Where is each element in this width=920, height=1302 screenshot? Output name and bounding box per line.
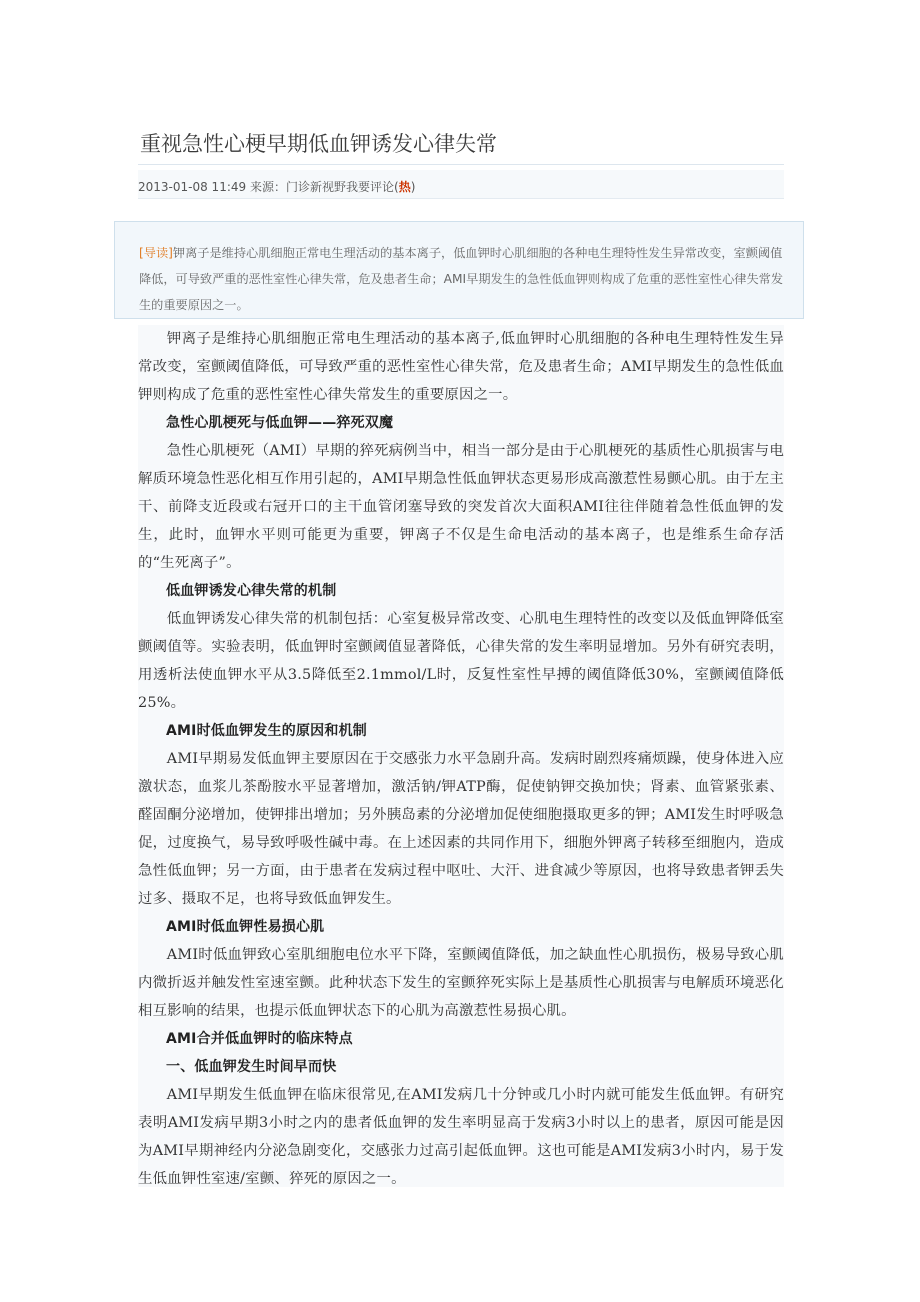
article-paragraph: AMI时低血钾致心室肌细胞电位水平下降，室颤阈值降低，加之缺血性心肌损伤，极易导致心肌内微折返并触发性室速室颤。此种状态下发生的室颤猝死实际上是基质性心肌损害与电解质环境恶化相互影响的结果，也提示低血钾状态下的心肌为高激惹性易损心肌。 <box>138 947 784 1019</box>
section-heading: 一、低血钾发生时间早而快 <box>166 1059 337 1075</box>
article-paragraph: 急性心肌梗死（AMI）早期的猝死病例当中，相当一部分是由于心肌梗死的基质性心肌损害与电解质环境急性恶化相互作用引起的，AMI早期急性低血钾状态更易形成高激惹性易颤心肌。由于左主干、前降支近段或右冠开口的主干血管闭塞导致的突发首次大面积AMI往往伴随着急性低血钾的发生，此时，血钾水平则可能更为重要，钾离子不仅是生命电活动的基本离子，也是维系生命存活的“生死离子”。 <box>138 443 784 571</box>
hot-open: ( <box>394 180 399 194</box>
section-heading: 低血钾诱发心律失常的机制 <box>166 583 337 599</box>
article-paragraph: 钾离子是维持心肌细胞正常电生理活动的基本离子,低血钾时心肌细胞的各种电生理特性发生异常改变，室颤阈值降低，可导致严重的恶性室性心律失常，危及患者生命；AMI早期发生的急性低血钾则构成了危重的恶性室性心律失常发生的重要原因之一。 <box>138 331 784 403</box>
comment-link[interactable]: 我要评论 <box>345 180 394 194</box>
lead-tag: [导读] <box>139 246 173 260</box>
article-meta <box>138 170 784 199</box>
source-label: 来源：门诊新视野 <box>249 180 346 194</box>
lead-summary <box>139 240 789 318</box>
hot-close: ) <box>410 180 416 194</box>
lead-text: 钾离子是维持心肌细胞正常电生理活动的基本离子，低血钾时心肌细胞的各种电生理特性发生异常改变，室颤阈值降低，可导致严重的恶性室性心律失常，危及患者生命；AMI早期发生的急性低血钾则构成了危重的恶性室性心律失常发生的重要原因之一。 <box>139 246 784 312</box>
hot-badge[interactable]: 热 <box>398 180 411 194</box>
section-heading: AMI合并低血钾时的临床特点 <box>166 1031 353 1047</box>
section-heading: AMI时低血钾性易损心肌 <box>166 919 325 935</box>
section-heading: 急性心肌梗死与低血钾——猝死双魔 <box>166 415 394 431</box>
article-paragraph: 低血钾诱发心律失常的机制包括：心室复极异常改变、心肌电生理特性的改变以及低血钾降低室颤阈值等。实验表明，低血钾时室颤阈值显著降低，心律失常的发生率明显增加。另外有研究表明，用透析法使血钾水平从3.5降低至2.1mmol/L时，反复性室性早搏的阈值降低30%，室颤阈值降低25%。 <box>138 611 784 711</box>
title-bar <box>138 114 784 165</box>
article-paragraph: AMI早期发生低血钾在临床很常见,在AMI发病几十分钟或几小时内就可能发生低血钾。有研究表明AMI发病早期3小时之内的患者低血钾的发生率明显高于发病3小时以上的患者，原因可能是因为AMI早期神经内分泌急剧变化，交感张力过高引起低血钾。这也可能是AMI发病3小时内，易于发生低血钾性室速/室颤、猝死的原因之一。 <box>138 1087 784 1187</box>
section-heading: AMI时低血钾发生的原因和机制 <box>166 723 367 739</box>
article-paragraph: AMI早期易发低血钾主要原因在于交感张力水平急剧升高。发病时剧烈疼痛烦躁，使身体进入应激状态，血浆儿茶酚胺水平显著增加，激活钠/钾ATP酶，促使钠钾交换加快；肾素、血管紧张素、醛固酮分泌增加，使钾排出增加；另外胰岛素的分泌增加促使细胞摄取更多的钾；AMI发生时呼吸急促，过度换气，易导致呼吸性碱中毒。在上述因素的共同作用下，细胞外钾离子转移至细胞内，造成急性低血钾；另一方面，由于患者在发病过程中呕吐、大汗、进食减少等原因，也将导致患者钾丢失过多、摄取不足，也将导致低血钾发生。 <box>138 751 784 907</box>
article-body <box>138 325 784 1187</box>
page-title: 重视急性心梗早期低血钾诱发心律失常 <box>140 132 497 156</box>
lead-box <box>114 221 804 319</box>
publish-date: 2013-01-08 11:49 <box>138 180 247 194</box>
